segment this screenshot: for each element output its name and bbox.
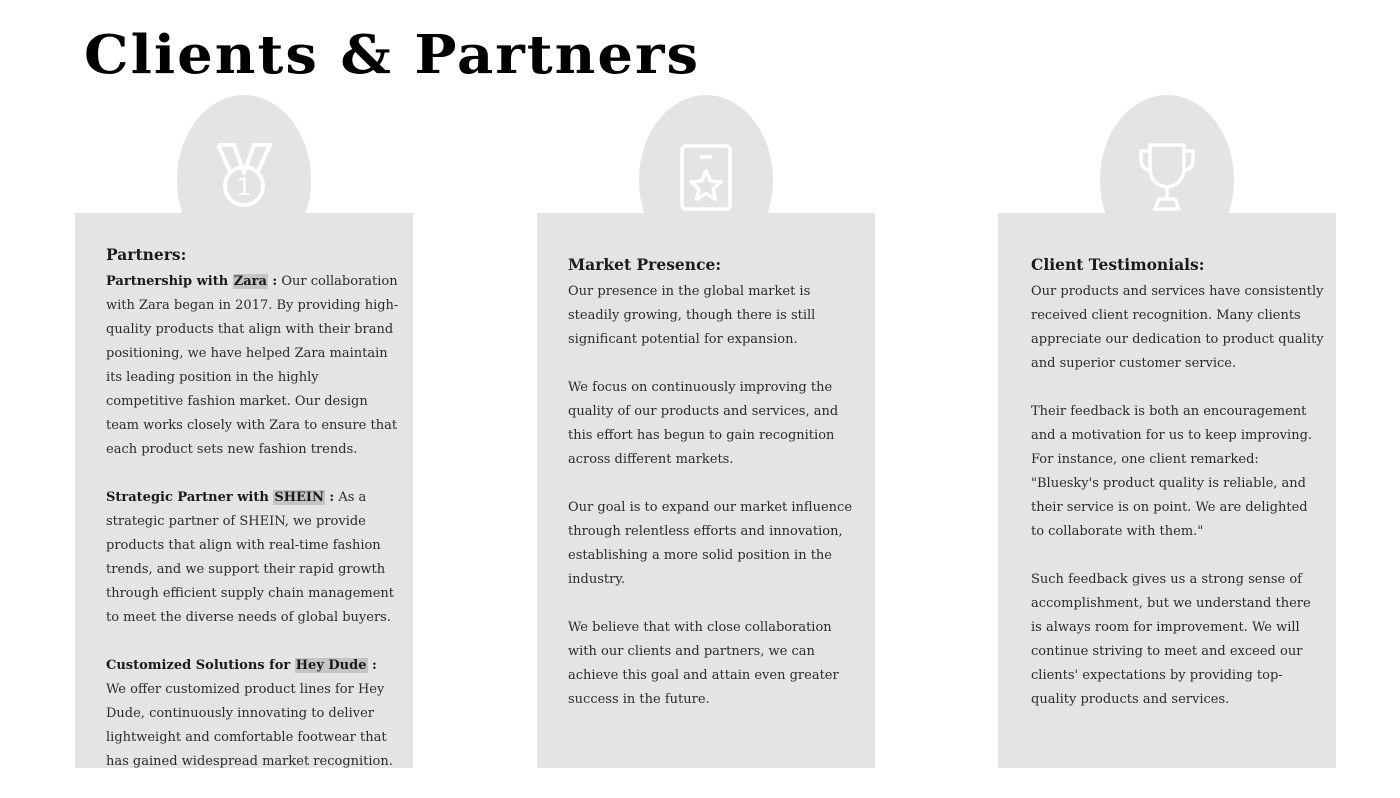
partner-item-heydude [106, 654, 399, 774]
partner-label: Strategic Partner with [106, 490, 274, 505]
card-paragraph: We believe that with close collaboration with our clients and partners, we can achieve this goal and attain even greater success in the future. [568, 620, 839, 707]
partner-label-suffix: : [267, 274, 278, 289]
trophy-icon [1137, 143, 1197, 218]
partner-item-zara [106, 270, 399, 462]
partner-name-highlight: Hey Dude [295, 658, 367, 673]
partner-label: Customized Solutions for [106, 658, 295, 673]
card-paragraph: Their feedback is both an encouragement and a motivation for us to keep improving. For instance, one client remarked: "Bluesky's product quality is reliable, and their service is on point. We are delighted to collaborate with them." [1031, 404, 1313, 539]
page-title: Clients & Partners [84, 23, 701, 87]
partner-label-suffix: : [324, 490, 335, 505]
card-heading: Partners: [106, 245, 187, 264]
partner-label-suffix: : [367, 658, 377, 673]
card-heading: Client Testimonials: [1031, 255, 1205, 274]
partner-label: Partnership with [106, 274, 233, 289]
partners-card [75, 213, 413, 768]
card-paragraph: Our products and services have consistently received client recognition. Many clients appreciate our dedication to product quality and superior customer service. [1031, 284, 1324, 371]
partner-text: Our collaboration with Zara began in 2017. By providing high-quality products that align with their brand positioning, we have helped Zara maintain its leading position in the highly competitive fashion market. Our design team works closely with Zara to ensure that each product sets new fashion trends. [106, 274, 399, 457]
partner-text: We offer customized product lines for Hey Dude, continuously innovating to deliver lightweight and comfortable footwear that has gained widespread market recognition. [106, 682, 393, 769]
partner-item-shein [106, 486, 399, 630]
card-paragraph: Our presence in the global market is steadily growing, though there is still significant potential for expansion. [568, 284, 816, 347]
card-paragraph: We focus on continuously improving the quality of our products and services, and this effort has begun to gain recognition across different markets. [568, 380, 839, 467]
card-paragraph: Such feedback gives us a strong sense of accomplishment, but we understand there is always room for improvement. We will continue striving to meet and exceed our clients' expectations by providing top-quality products and services. [1031, 572, 1311, 707]
medal-icon [214, 143, 274, 218]
badge-star-icon [676, 143, 736, 218]
partner-text: As a strategic partner of SHEIN, we provide products that align with real-time fashion trends, and we support their rapid growth through efficient supply chain management to meet the diverse needs of global buyers. [106, 490, 395, 625]
partner-name-highlight: SHEIN [274, 490, 324, 505]
client-testimonials-card [998, 213, 1336, 768]
svg-text:1: 1 [236, 173, 252, 201]
market-presence-card [537, 213, 875, 768]
partner-name-highlight: Zara [233, 274, 267, 289]
card-paragraph: Our goal is to expand our market influence through relentless efforts and innovation, establishing a more solid position in the industry. [568, 500, 853, 587]
card-heading: Market Presence: [568, 255, 722, 274]
